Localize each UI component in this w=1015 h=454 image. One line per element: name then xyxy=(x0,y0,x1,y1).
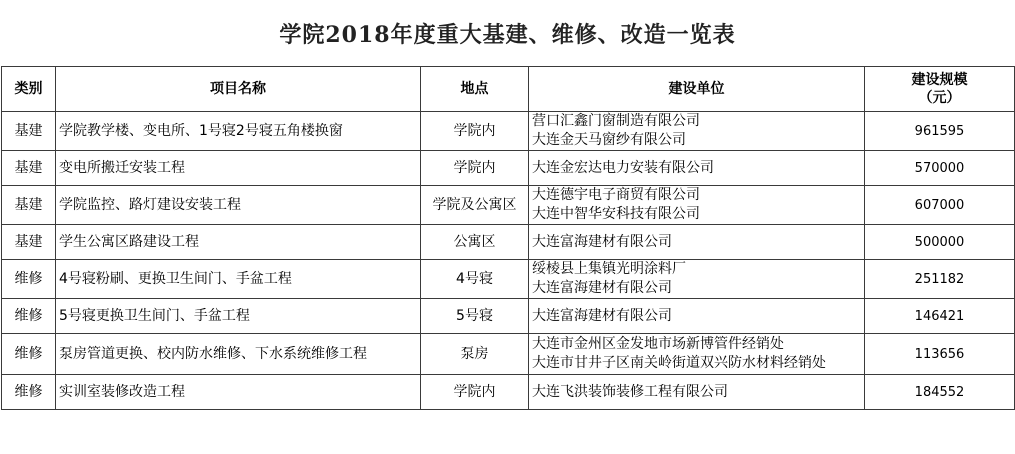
cell-place: 5号寝 xyxy=(421,299,529,334)
unit-line: 大连市甘井子区南关岭街道双兴防水材料经销处 xyxy=(532,355,826,371)
cell-type: 基建 xyxy=(2,151,56,186)
cell-scale: 961595 xyxy=(865,112,1015,151)
cell-unit xyxy=(529,334,865,375)
cell-unit xyxy=(529,112,865,151)
cell-type: 基建 xyxy=(2,186,56,225)
cell-scale: 113656 xyxy=(865,334,1015,375)
unit-line: 大连飞洪装饰装修工程有限公司 xyxy=(532,383,728,400)
cell-name: 学生公寓区路建设工程 xyxy=(56,225,421,260)
cell-type: 基建 xyxy=(2,225,56,260)
cell-type: 维修 xyxy=(2,299,56,334)
cell-place: 学院及公寓区 xyxy=(421,186,529,225)
title-row xyxy=(0,0,1015,66)
page-title: 学院2018年度重大基建、维修、改造一览表 xyxy=(279,21,736,48)
cell-scale: 184552 xyxy=(865,375,1015,410)
cell-scale: 146421 xyxy=(865,299,1015,334)
cell-scale: 570000 xyxy=(865,151,1015,186)
unit-line: 大连中智华安科技有限公司 xyxy=(532,206,700,222)
cell-place: 学院内 xyxy=(421,375,529,410)
projects-table xyxy=(1,66,1015,410)
header-place: 地点 xyxy=(421,67,529,112)
header-unit: 建设单位 xyxy=(529,67,865,112)
table-row xyxy=(2,186,1015,225)
cell-name: 学院监控、路灯建设安装工程 xyxy=(56,186,421,225)
table-row xyxy=(2,299,1015,334)
cell-name: 实训室装修改造工程 xyxy=(56,375,421,410)
cell-place: 公寓区 xyxy=(421,225,529,260)
cell-place: 学院内 xyxy=(421,112,529,151)
cell-unit xyxy=(529,375,865,410)
table-row xyxy=(2,334,1015,375)
unit-line: 绥棱县上集镇光明涂料厂 xyxy=(532,261,686,277)
unit-line: 大连金宏达电力安装有限公司 xyxy=(532,159,714,176)
header-scale xyxy=(865,67,1015,112)
cell-type: 维修 xyxy=(2,334,56,375)
cell-place: 4号寝 xyxy=(421,260,529,299)
cell-type: 基建 xyxy=(2,112,56,151)
unit-line: 营口汇鑫门窗制造有限公司 xyxy=(532,113,700,129)
header-name: 项目名称 xyxy=(56,67,421,112)
table-row xyxy=(2,375,1015,410)
header-type: 类别 xyxy=(2,67,56,112)
cell-name: 变电所搬迁安装工程 xyxy=(56,151,421,186)
unit-line: 大连金天马窗纱有限公司 xyxy=(532,132,686,148)
cell-name: 5号寝更换卫生间门、手盆工程 xyxy=(56,299,421,334)
cell-type: 维修 xyxy=(2,375,56,410)
unit-line: 大连市金州区金发地市场新博管件经销处 xyxy=(532,336,784,352)
cell-place: 泵房 xyxy=(421,334,529,375)
unit-line: 大连富海建材有限公司 xyxy=(532,307,672,324)
cell-scale: 607000 xyxy=(865,186,1015,225)
unit-line: 大连富海建材有限公司 xyxy=(532,233,672,250)
cell-place: 学院内 xyxy=(421,151,529,186)
cell-type: 维修 xyxy=(2,260,56,299)
table-row xyxy=(2,260,1015,299)
header-scale-line1: 建设规模 xyxy=(911,72,968,88)
table-row xyxy=(2,225,1015,260)
cell-unit xyxy=(529,151,865,186)
cell-unit xyxy=(529,186,865,225)
cell-unit xyxy=(529,225,865,260)
table-row xyxy=(2,151,1015,186)
cell-name: 学院教学楼、变电所、1号寝2号寝五角楼换窗 xyxy=(56,112,421,151)
header-scale-line2: （元） xyxy=(918,90,961,106)
unit-line: 大连富海建材有限公司 xyxy=(532,280,672,296)
cell-unit xyxy=(529,299,865,334)
table-row xyxy=(2,112,1015,151)
cell-scale: 500000 xyxy=(865,225,1015,260)
cell-scale: 251182 xyxy=(865,260,1015,299)
cell-name: 泵房管道更换、校内防水维修、下水系统维修工程 xyxy=(56,334,421,375)
unit-line: 大连德宇电子商贸有限公司 xyxy=(532,187,700,203)
cell-name: 4号寝粉刷、更换卫生间门、手盆工程 xyxy=(56,260,421,299)
table-header-row xyxy=(2,67,1015,112)
cell-unit xyxy=(529,260,865,299)
table-body xyxy=(2,112,1015,410)
